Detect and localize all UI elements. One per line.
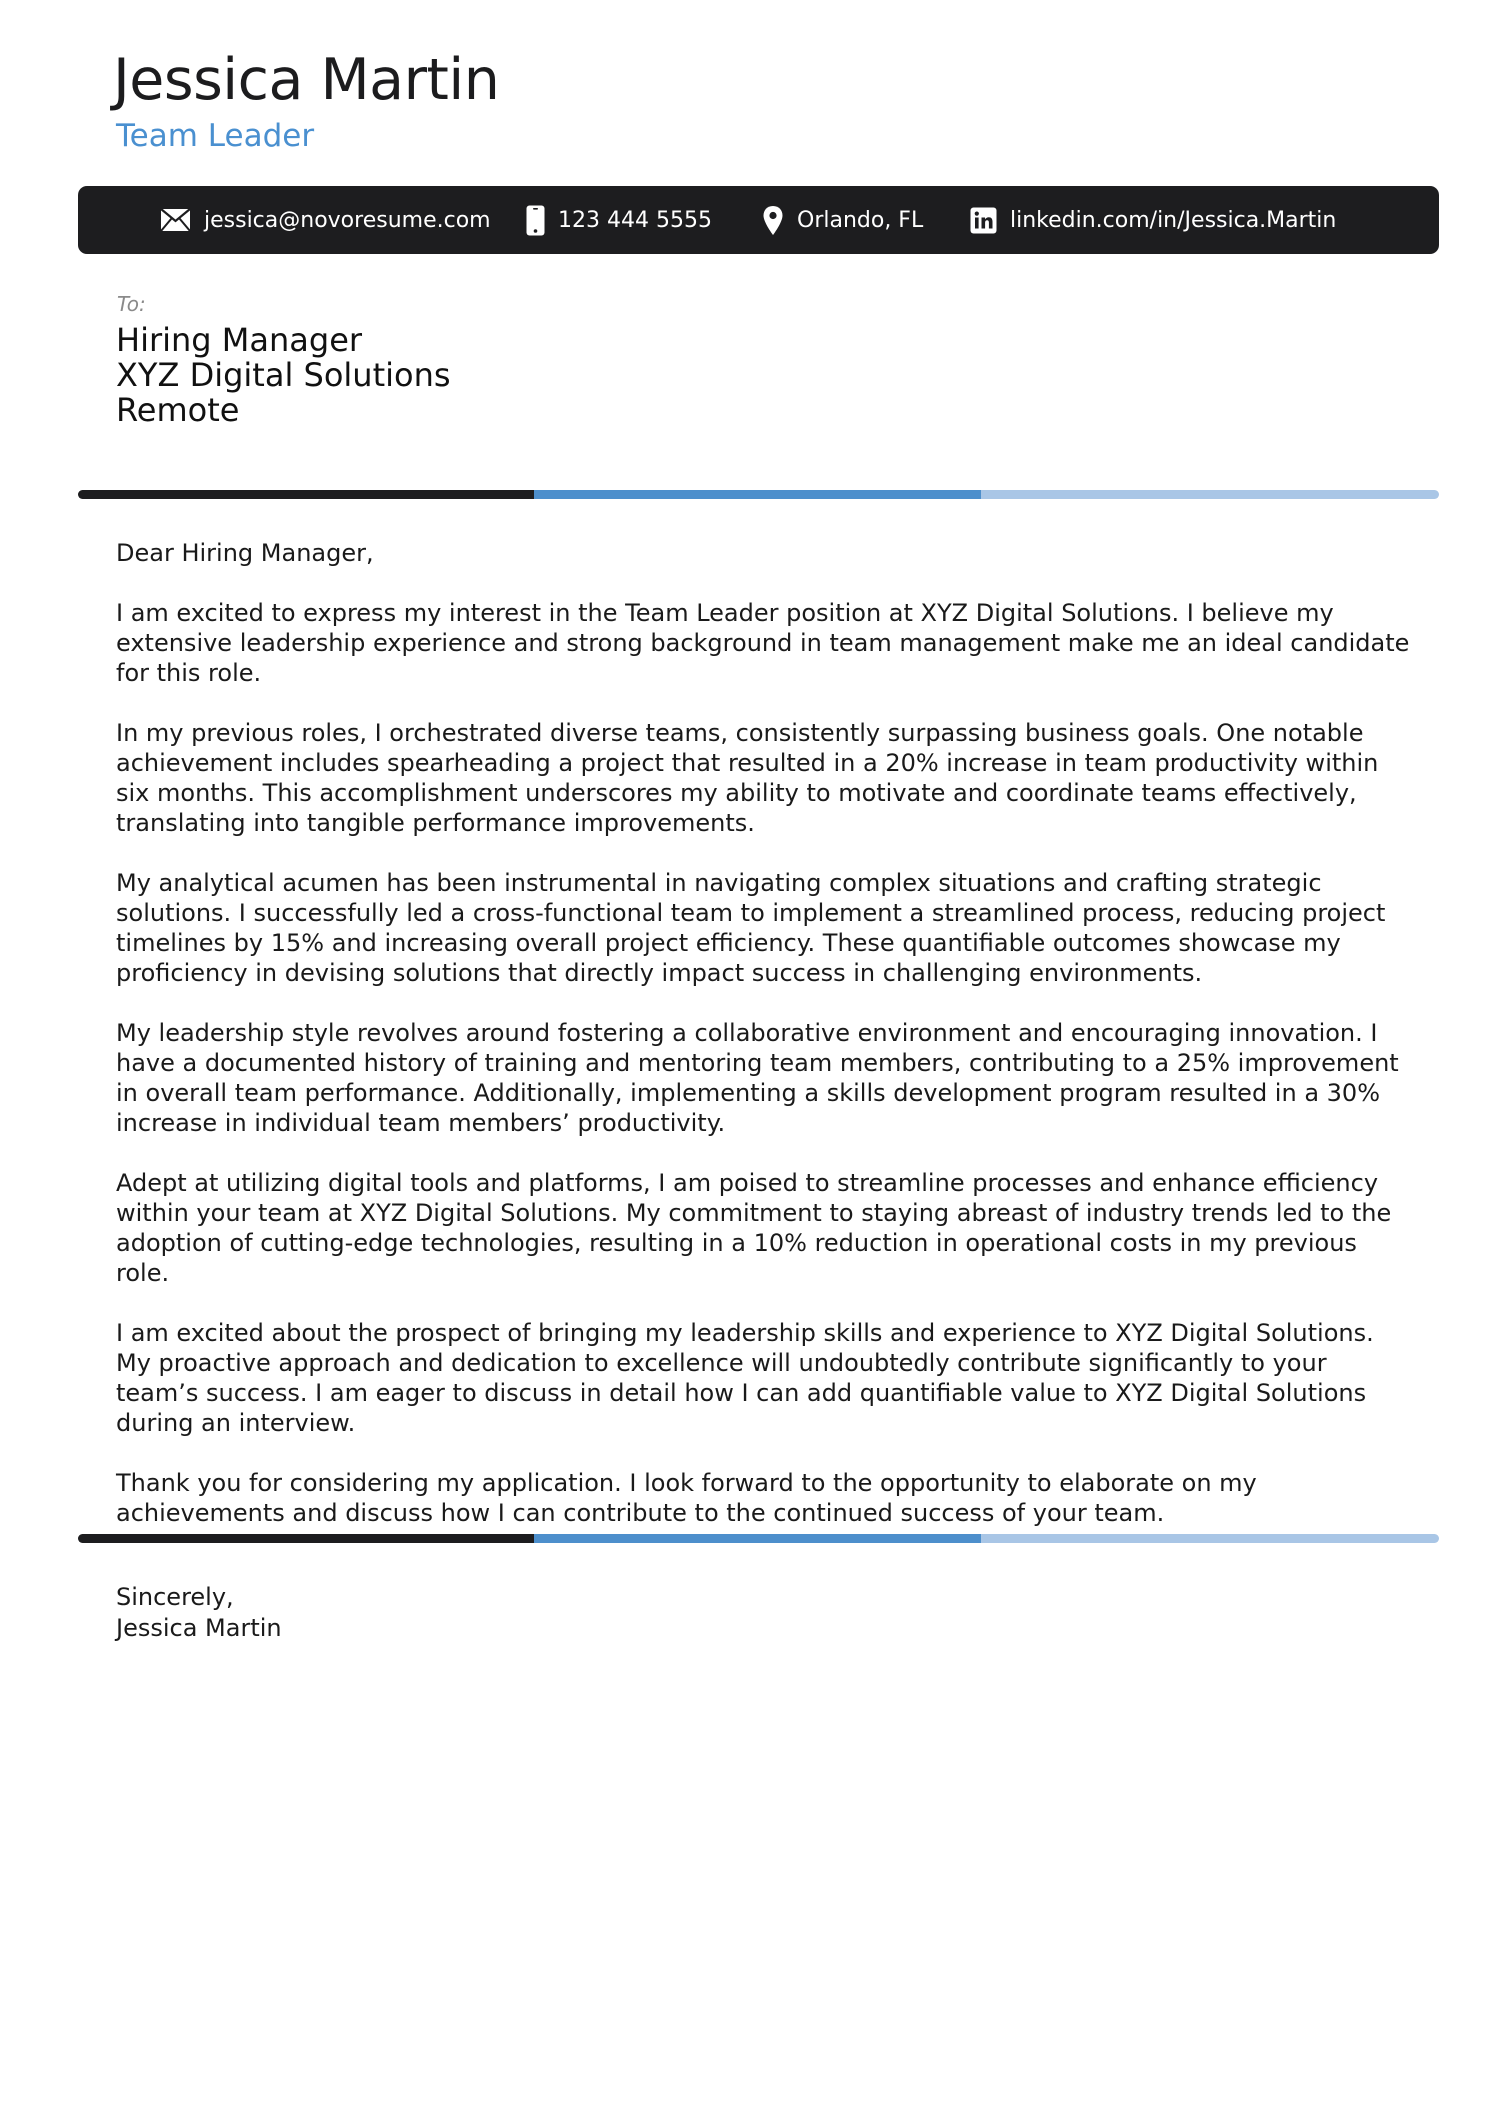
sign-off: Sincerely, [116, 1583, 234, 1611]
linkedin-icon [970, 207, 997, 234]
contact-location[interactable] [762, 186, 923, 254]
paragraph-4: My leadership style revolves around fostering a collaborative environment and encouraging innovation. I have a documented history of training and mentoring team members, contributing to a 25% improvement in overall team performance. Additionally, implementing a skills development program resulted in a 30% increase in individual team members’ productivity. [116, 1019, 1399, 1137]
recipient-location: Remote [116, 391, 240, 429]
top-divider [78, 490, 1439, 499]
paragraph-5: Adept at utilizing digital tools and platforms, I am poised to streamline processes and enhance efficiency within your team at XYZ Digital Solutions. My commitment to staying abreast of industry trends led to the adoption of cutting-edge technologies, resulting in a 10% reduction in operational costs in my previous role. [116, 1169, 1392, 1287]
location-text: Orlando, FL [797, 207, 924, 233]
paragraph-7: Thank you for considering my application. I look forward to the opportunity to elaborate on my achievements and discuss how I can contribute to the continued success of your team. [116, 1469, 1257, 1527]
contact-linkedin[interactable] [970, 186, 1336, 254]
email-text: jessica@novoresume.com [204, 207, 491, 233]
recipient-label: To: [117, 292, 146, 316]
applicant-name: Jessica Martin [113, 47, 500, 113]
paragraph-1: I am excited to express my interest in the Team Leader position at XYZ Digital Solutions. I believe my extensive leadership experience and strong background in team management make me an ideal candidate for this role. [116, 599, 1410, 687]
paragraph-3: My analytical acumen has been instrumental in navigating complex situations and crafting strategic solutions. I successfully led a cross-functional team to implement a streamlined process, reducing project timelines by 15% and increasing overall project efficiency. These quantifiable outcomes showcase my proficiency in devising solutions that directly impact success in challenging environments. [116, 869, 1386, 987]
phone-icon [526, 205, 545, 236]
contact-bar [78, 186, 1439, 254]
contact-email[interactable] [160, 186, 491, 254]
paragraph-6: I am excited about the prospect of bringing my leadership skills and experience to XYZ Digital Solutions. My proactive approach and dedication to excellence will undoubtedly contribute significantly to your team’s success. I am eager to discuss in detail how I can add quantifiable value to XYZ Digital Solutions during an interview. [116, 1319, 1374, 1437]
location-pin-icon [762, 205, 784, 236]
linkedin-text: linkedin.com/in/Jessica.Martin [1010, 207, 1337, 233]
contact-phone[interactable] [526, 186, 712, 254]
paragraph-2: In my previous roles, I orchestrated diverse teams, consistently surpassing business goals. One notable achievement includes spearheading a project that resulted in a 20% increase in team productivity within six months. This accomplishment underscores my ability to motivate and coordinate teams effectively, translating into tangible performance improvements. [116, 719, 1379, 837]
recipient-company: XYZ Digital Solutions [116, 356, 451, 394]
applicant-role: Team Leader [116, 118, 315, 154]
letter-body [116, 598, 1416, 1558]
bottom-divider [78, 1534, 1439, 1543]
greeting: Dear Hiring Manager, [116, 539, 374, 567]
phone-text: 123 444 5555 [558, 207, 712, 233]
signature-name: Jessica Martin [116, 1614, 282, 1642]
recipient-name: Hiring Manager [116, 321, 363, 359]
envelope-icon [160, 208, 191, 232]
